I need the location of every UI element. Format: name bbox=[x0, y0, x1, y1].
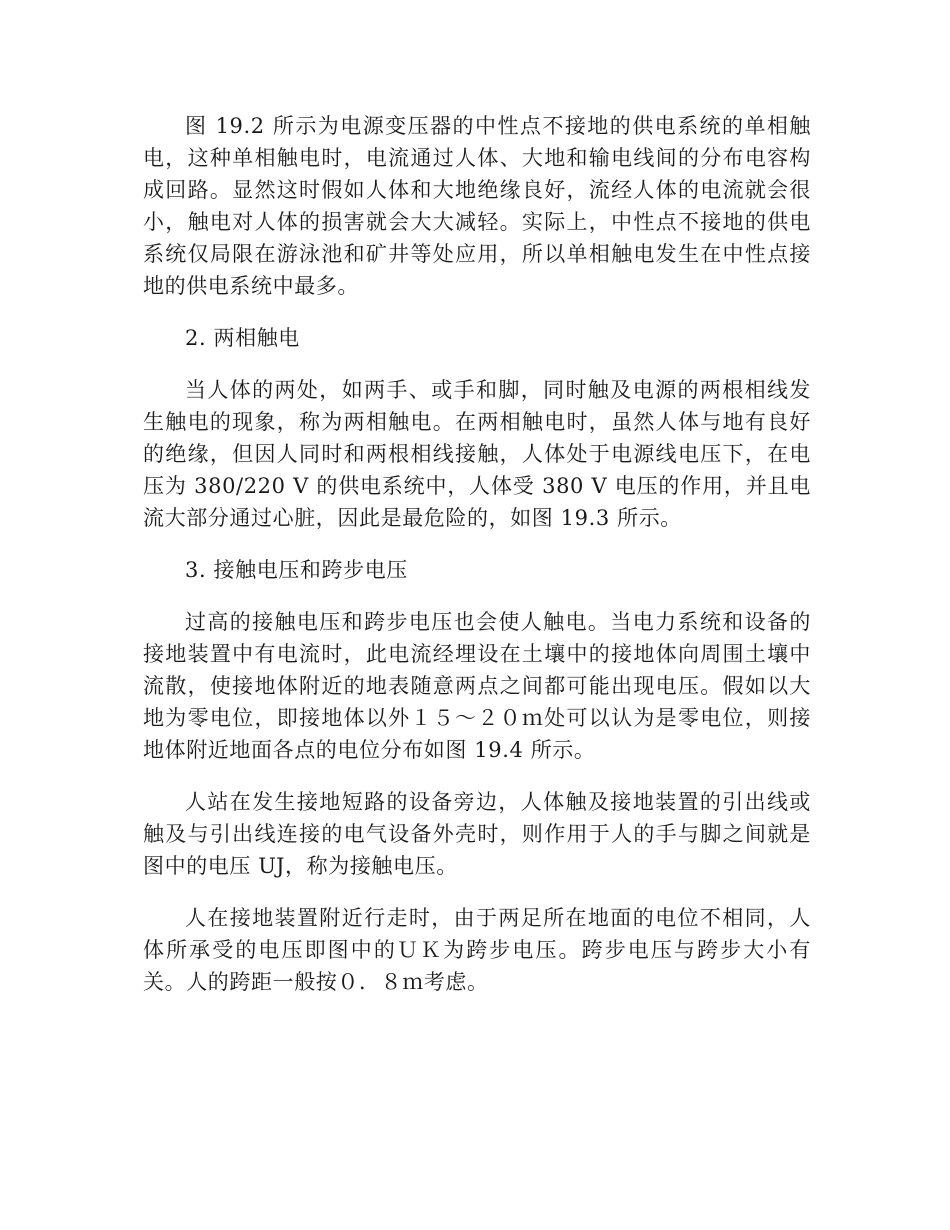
paragraph-two-phase: 当人体的两处，如两手、或手和脚，同时触及电源的两根相线发生触电的现象，称为两相触电。在两相触电时，虽然人体与地有良好的绝缘，但因人同时和两根相线接触，人体处于电源线电压下，在电压为 380/220 V 的供电系统中，人体受 380 V 电压的作用，并且电流大部分通过心脏，因此是最危险的，如图 19.3 所示。 bbox=[143, 378, 811, 530]
section-heading-two-phase: 2. 两相触电 bbox=[185, 326, 300, 350]
document-page bbox=[143, 110, 811, 1018]
paragraph-ground-current: 过高的接触电压和跨步电压也会使人触电。当电力系统和设备的接地装置中有电流时，此电流经埋设在土壤中的接地体向周围土壤中流散，使接地体附近的地表随意两点之间都可能出现电压。假如以大地为零电位，即接地体以外１５～２０ｍ处可以认为是零电位，则接地体附近地面各点的电位分布如图 19.4 所示。 bbox=[143, 610, 811, 762]
paragraph-single-phase-ungrounded: 图 19.2 所示为电源变压器的中性点不接地的供电系统的单相触电，这种单相触电时，电流通过人体、大地和输电线间的分布电容构成回路。显然这时假如人体和大地绝缘良好，流经人体的电流就会很小，触电对人体的损害就会大大减轻。实际上，中性点不接地的供电系统仅局限在游泳池和矿井等处应用，所以单相触电发生在中性点接地的供电系统中最多。 bbox=[143, 114, 811, 298]
section-heading-contact-step-voltage: 3. 接触电压和跨步电压 bbox=[185, 558, 408, 582]
paragraph-step-voltage: 人在接地装置附近行走时，由于两足所在地面的电位不相同，人体所承受的电压即图中的ＵＫ为跨步电压。跨步电压与跨步大小有关。人的跨距一般按０．８ｍ考虑。 bbox=[143, 906, 811, 994]
paragraph-contact-voltage: 人站在发生接地短路的设备旁边，人体触及接地装置的引出线或触及与引出线连接的电气设备外壳时，则作用于人的手与脚之间就是图中的电压 UJ，称为接触电压。 bbox=[143, 790, 811, 878]
